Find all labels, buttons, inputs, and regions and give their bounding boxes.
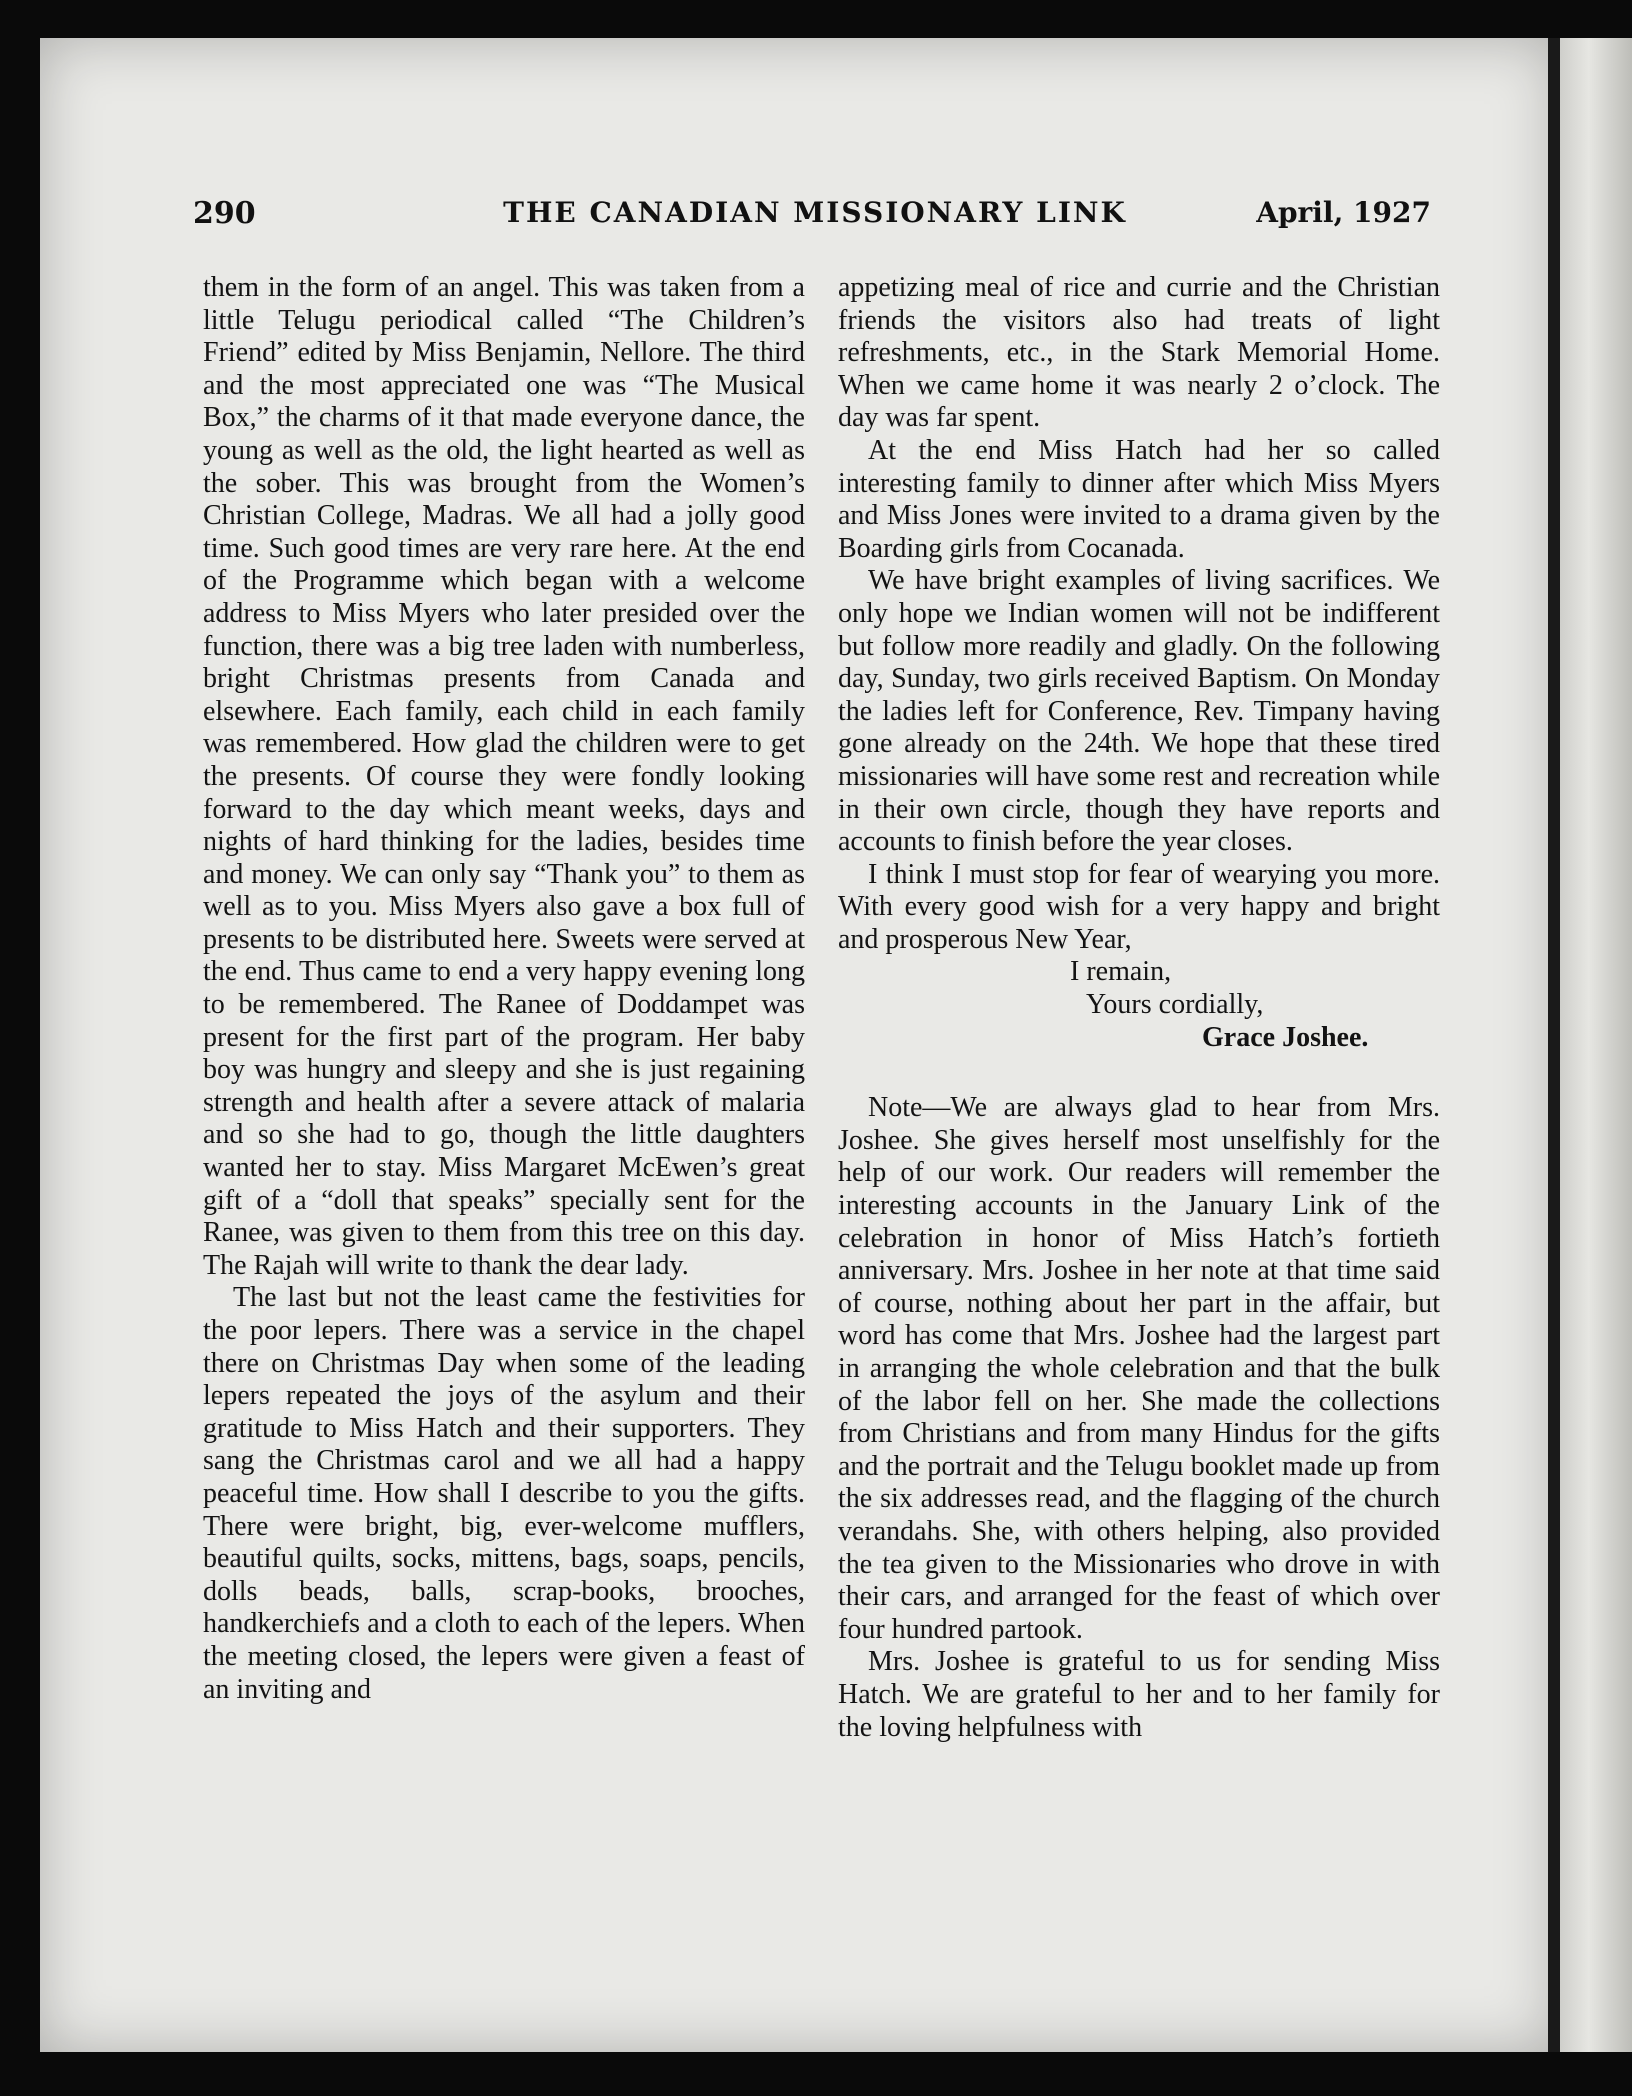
page-number: 290 [193, 196, 256, 231]
paragraph: At the end Miss Hatch had her so called interesting family to dinner after which Miss Myers and Miss Jones were invited to a drama given by the Boarding girls from Cocanada. [838, 434, 1440, 564]
signature: Grace Joshee. [1202, 1021, 1369, 1053]
right-column [838, 272, 1440, 1744]
paragraph: The last but not the least came the festivities for the poor lepers. There was a service in the chapel there on Christmas Day when some of the leading lepers repeated the joys of the asylum and their gratitude to Miss Hatch and their supporters. They sang the Christmas carol and we all had a happy peaceful time. How shall I describe to you the gifts. There were bright, big, ever-welcome mufflers, beautiful quilts, socks, mittens, bags, soaps, pencils, dolls beads, balls, scrap-books, brooches, handkerchiefs and a cloth to each of the lepers. When the meeting closed, the lepers were given a feast of an inviting and [203, 1282, 805, 1705]
closing-line: I remain, [1070, 956, 1172, 988]
running-header [193, 196, 1437, 244]
paragraph: appetizing meal of rice and currie and the Christian friends the visitors also had treats of light refreshments, etc., in the Stark Memorial Home. When we came home it was nearly 2 o’clock. The day was far spent. [838, 272, 1440, 434]
book-gutter [1548, 38, 1560, 2052]
paragraph: We have bright examples of living sacrifices. We only hope we Indian women will not be indifferent but follow more readily and gladly. On the following day, Sunday, two girls received Baptism. On Monday the ladies left for Conference, Rev. Timpany having gone already on the 24th. We hope that these tired missionaries will have some rest and recreation while in their own circle, though they have reports and accounts to finish before the year closes. [838, 565, 1440, 858]
left-column [203, 272, 805, 1706]
issue-date: April, 1927 [1256, 196, 1431, 229]
publication-title: THE CANADIAN MISSIONARY LINK [503, 196, 1127, 229]
facing-page-edge [1560, 38, 1632, 2052]
paragraph: them in the form of an angel. This was taken from a little Telugu periodical called “The Children’s Friend” edited by Miss Benjamin, Nellore. The third and the most appreciated one was “The Musical Box,” the charms of it that made everyone dance, the young as well as the old, the light hearted as well as the sober. This was brought from the Women’s Christian College, Madras. We all had a jolly good time. Such good times are very rare here. At the end of the Programme which began with a welcome address to Miss Myers who later presided over the function, there was a big tree laden with numberless, bright Christmas presents from Canada and elsewhere. Each family, each child in each family was remembered. How glad the children were to get the presents. Of course they were fondly looking forward to the day which meant weeks, days and nights of hard thinking for the ladies, besides time and money. We can only say “Thank you” to them as well as to you. Miss Myers also gave a box full of presents to be distributed here. Sweets were served at the end. Thus came to end a very happy evening long to be remembered. The Ranee of Doddampet was present for the first part of the program. Her baby boy was hungry and sleepy and she is just regaining strength and health after a severe attack of malaria and so she had to go, though the little daughters wanted her to stay. Miss Margaret McEwen’s great gift of a “doll that speaks” specially sent for the Ranee, was given to them from this tree on this day. The Rajah will write to thank the dear lady. [203, 272, 805, 1281]
closing-line: Yours cordially, [1086, 989, 1264, 1021]
paragraph: I think I must stop for fear of wearying you more. With every good wish for a very happy and bright and prosperous New Year, [838, 858, 1440, 955]
letter-closing [838, 956, 1440, 1054]
paragraph: Mrs. Joshee is grateful to us for sending Miss Hatch. We are grateful to her and to her family for the loving helpfulness with [838, 1646, 1440, 1743]
section-gap [838, 1054, 1440, 1092]
editor-note: Note—We are always glad to hear from Mrs. Joshee. She gives herself most unselfishly for the help of our work. Our readers will remember the interesting accounts in the January Link of the celebration in honor of Miss Hatch’s fortieth anniversary. Mrs. Joshee in her note at that time said of course, nothing about her part in the affair, but word has come that Mrs. Joshee had the largest part in arranging the whole celebration and that the bulk of the labor fell on her. She made the collections from Christians and from many Hindus for the gifts and the portrait and the Telugu booklet made up from the six addresses read, and the flagging of the church verandahs. She, with others helping, also provided the tea given to the Missionaries who drove in with their cars, and arranged for the feast of which over four hundred partook. [838, 1092, 1440, 1645]
